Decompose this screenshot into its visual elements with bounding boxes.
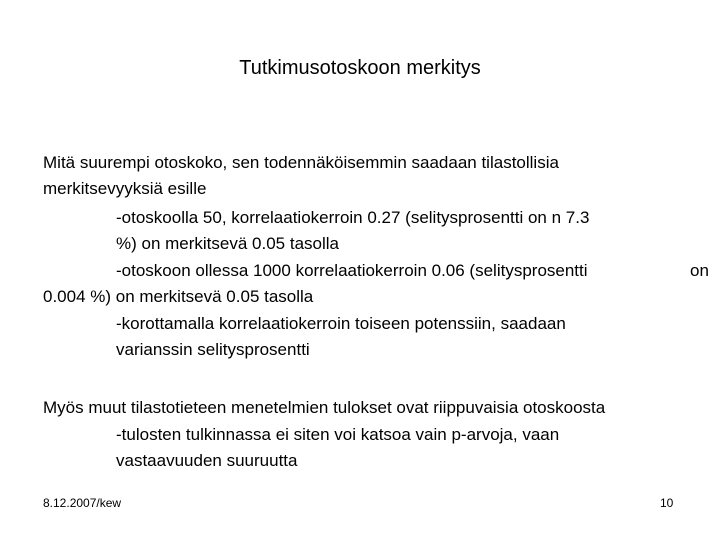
body-line: 0.004 %) on merkitsevä 0.05 tasolla [43, 287, 314, 306]
body-line: -tulosten tulkinnassa ei siten voi katsoa vain p-arvoja, vaan [116, 425, 560, 444]
body-line: -korottamalla korrelaatiokerroin toiseen potenssiin, saadaan [116, 314, 566, 333]
footer-date: 8.12.2007/kew [43, 496, 122, 510]
body-line-end: on [690, 261, 709, 280]
body-line: varianssin selitysprosentti [116, 340, 310, 359]
body-line: vastaavuuden suuruutta [116, 451, 298, 470]
slide-title: Tutkimusotoskoon merkitys [239, 57, 481, 79]
body-line: Mitä suurempi otoskoko, sen todennäköisemmin saadaan tilastollisia [43, 153, 559, 172]
body-line: -otoskoon ollessa 1000 korrelaatiokerroin 0.06 (selitysprosentti [116, 261, 588, 280]
body-line: merkitsevyyksiä esille [43, 179, 207, 198]
body-line: Myös muut tilastotieteen menetelmien tulokset ovat riippuvaisia otoskoosta [43, 398, 606, 417]
page-number: 10 [660, 496, 674, 510]
body-line: %) on merkitsevä 0.05 tasolla [116, 234, 339, 253]
body-line: -otoskoolla 50, korrelaatiokerroin 0.27 (selitysprosentti on n 7.3 [116, 208, 590, 227]
